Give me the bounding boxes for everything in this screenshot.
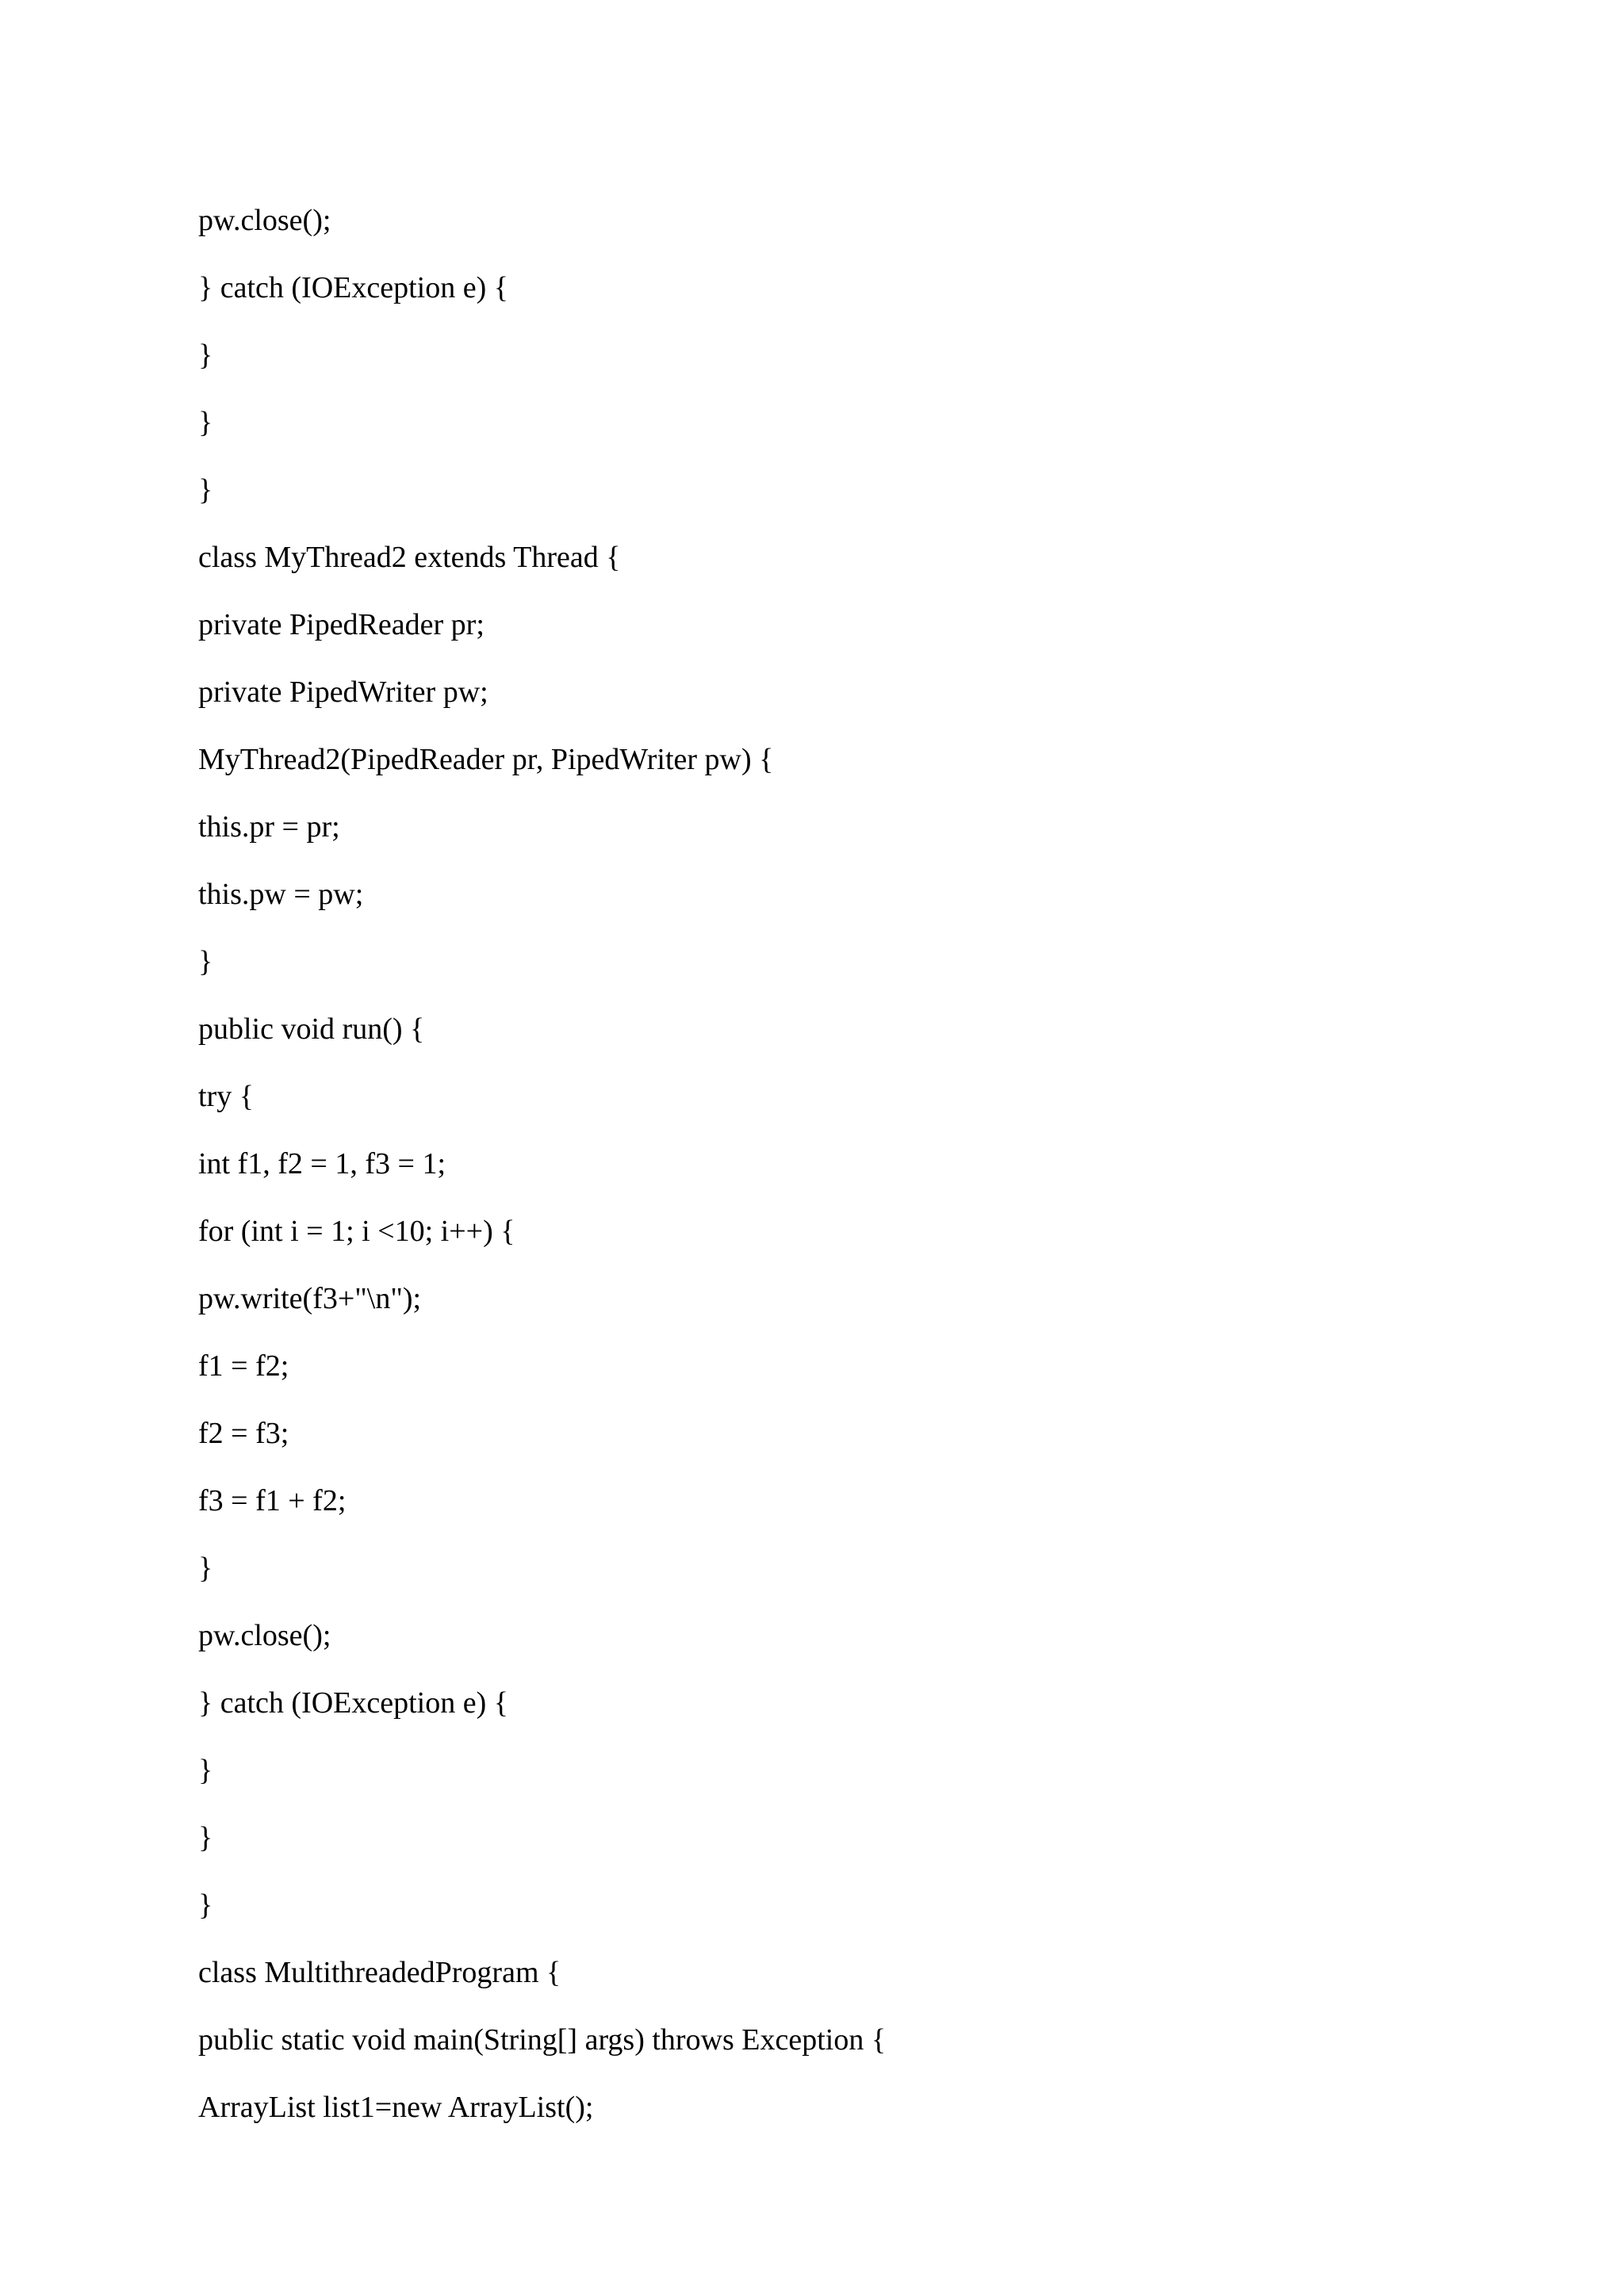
code-line: class MyThread2 extends Thread { xyxy=(198,541,621,574)
code-line: pw.write(f3+"\n"); xyxy=(198,1282,422,1315)
code-line: f3 = f1 + f2; xyxy=(198,1484,347,1517)
code-line: this.pr = pr; xyxy=(198,810,340,844)
code-line: f2 = f3; xyxy=(198,1417,289,1450)
code-line: int f1, f2 = 1, f3 = 1; xyxy=(198,1147,446,1181)
code-line: } xyxy=(198,945,213,978)
code-line: } xyxy=(198,339,213,372)
code-line: } xyxy=(198,1888,213,1922)
code-line: } catch (IOException e) { xyxy=(198,1686,508,1720)
code-line: f1 = f2; xyxy=(198,1349,289,1383)
code-listing xyxy=(198,200,1546,2154)
code-line: private PipedWriter pw; xyxy=(198,675,488,709)
code-line: pw.close(); xyxy=(198,1619,331,1652)
code-line: ArrayList list1=new ArrayList(); xyxy=(198,2091,594,2124)
code-line: } xyxy=(198,1552,213,1585)
code-line: class MultithreadedProgram { xyxy=(198,1956,561,1989)
code-line: } xyxy=(198,473,213,507)
code-line: this.pw = pw; xyxy=(198,878,364,911)
code-line: try { xyxy=(198,1080,254,1113)
code-line: public void run() { xyxy=(198,1012,425,1046)
code-line: } xyxy=(198,1821,213,1854)
code-line: pw.close(); xyxy=(198,204,331,237)
code-line: MyThread2(PipedReader pr, PipedWriter pw) { xyxy=(198,743,774,776)
code-line: } catch (IOException e) { xyxy=(198,271,508,304)
code-line: } xyxy=(198,406,213,439)
code-line: } xyxy=(198,1754,213,1787)
code-line: public static void main(String[] args) throws Exception { xyxy=(198,2023,887,2057)
code-line: for (int i = 1; i <10; i++) { xyxy=(198,1215,515,1248)
code-line: private PipedReader pr; xyxy=(198,608,485,641)
